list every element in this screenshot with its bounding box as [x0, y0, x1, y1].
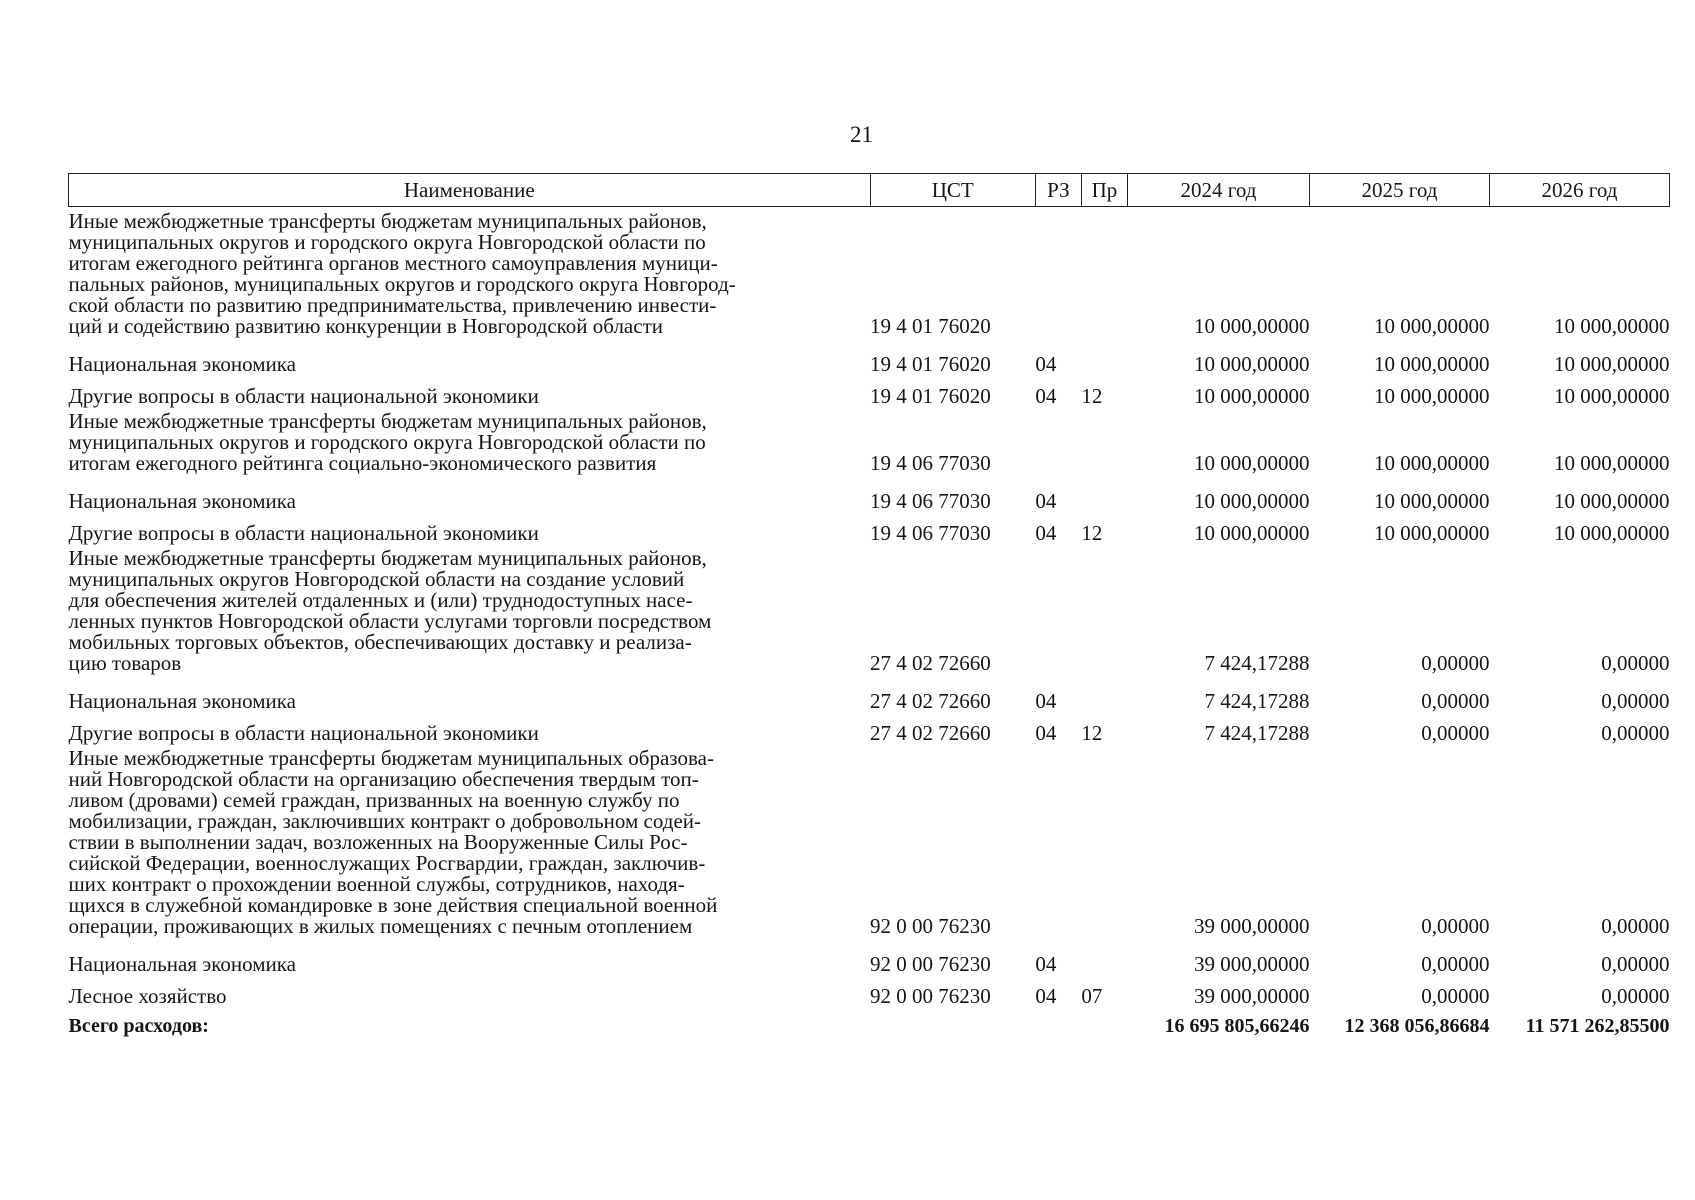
- row-name-line: муниципальных округов и городского округа Новгородской области по: [68, 230, 706, 254]
- row-pr: [1081, 544, 1127, 680]
- row-name-line: пальных районов, муниципальных округов и городского округа Новгород-: [68, 272, 736, 296]
- table-row: [69, 480, 1670, 512]
- row-name-line: Иные межбюджетные трансферты бюджетам муниципальных образова-: [68, 746, 714, 770]
- row-name-line: операции, проживающих в жилых помещениях с печным отоплением: [68, 914, 693, 938]
- row-value-2024: 7 424,17288: [1204, 689, 1310, 713]
- row-value-2025: 10 000,00000: [1373, 489, 1490, 513]
- row-value-2024: 10 000,00000: [1193, 314, 1310, 338]
- row-value-2026: 10 000,00000: [1554, 314, 1670, 338]
- row-value-2024: 10 000,00000: [1193, 352, 1310, 376]
- table-row: [69, 544, 1670, 680]
- budget-table: [68, 173, 1670, 1037]
- row-rz: 04: [1035, 952, 1057, 976]
- row-name-line: мобильных торговых объектов, обеспечивающих доставку и реализа-: [68, 630, 692, 654]
- row-name: [69, 407, 871, 480]
- row-name-line: Иные межбюджетные трансферты бюджетам муниципальных районов,: [68, 409, 707, 433]
- row-cst: 19 4 06 77030: [870, 521, 991, 545]
- row-name-line: ливом (дровами) семей граждан, призванных на военную службу по: [68, 788, 680, 812]
- table-row: [69, 512, 1670, 544]
- row-value-2026: 0,00000: [1601, 914, 1670, 938]
- row-name: [69, 207, 871, 344]
- row-name-line: Другие вопросы в области национальной экономики: [68, 521, 539, 545]
- row-value-2024: 10 000,00000: [1193, 521, 1310, 545]
- row-name-line: муниципальных округов и городского округа Новгородской области по: [68, 430, 706, 454]
- row-rz: [1035, 744, 1081, 943]
- row-value-2026: 10 000,00000: [1554, 384, 1670, 408]
- row-name: [69, 512, 871, 544]
- row-rz: 04: [1035, 384, 1057, 408]
- total-2025: 12 368 056,86684: [1344, 1015, 1490, 1037]
- row-name-line: ций и содействию развитию конкуренции в Новгородской области: [68, 314, 663, 338]
- row-value-2025: 10 000,00000: [1373, 352, 1490, 376]
- header-2026: 2026 год: [1489, 174, 1669, 207]
- row-cst: 27 4 02 72660: [870, 689, 991, 713]
- row-value-2024: 39 000,00000: [1193, 984, 1310, 1008]
- row-name-line: для обеспечения жителей отдаленных и (или) труднодоступных насе-: [68, 588, 693, 612]
- row-pr: [1081, 343, 1127, 375]
- table-row: [69, 712, 1670, 744]
- row-value-2024: 39 000,00000: [1193, 914, 1310, 938]
- row-value-2026: 10 000,00000: [1554, 521, 1670, 545]
- row-name-line: щихся в служебной командировке в зоне действия специальной военной: [68, 893, 718, 917]
- row-cst: 27 4 02 72660: [870, 651, 991, 675]
- row-value-2026: 0,00000: [1601, 952, 1670, 976]
- header-2025: 2025 год: [1309, 174, 1489, 207]
- row-cst: 19 4 01 76020: [870, 384, 991, 408]
- row-value-2026: 10 000,00000: [1554, 489, 1670, 513]
- row-pr: [1081, 943, 1127, 975]
- row-name-line: Иные межбюджетные трансферты бюджетам муниципальных районов,: [68, 546, 707, 570]
- table-row: [69, 943, 1670, 975]
- row-rz: 04: [1035, 721, 1057, 745]
- row-value-2025: 0,00000: [1421, 651, 1490, 675]
- row-pr: 12: [1081, 721, 1103, 745]
- row-value-2026: 10 000,00000: [1554, 451, 1670, 475]
- row-value-2026: 0,00000: [1601, 984, 1670, 1008]
- row-name-line: Другие вопросы в области национальной экономики: [68, 384, 539, 408]
- row-value-2024: 10 000,00000: [1193, 489, 1310, 513]
- row-cst: 92 0 00 76230: [870, 984, 991, 1008]
- row-pr: [1081, 680, 1127, 712]
- row-name-line: муниципальных округов Новгородской области на создание условий: [68, 567, 685, 591]
- row-name: [69, 544, 871, 680]
- row-pr: [1081, 480, 1127, 512]
- row-name-line: итогам ежегодного рейтинга органов местного самоуправления муници-: [68, 251, 718, 275]
- row-name: [69, 375, 871, 407]
- row-name: [69, 480, 871, 512]
- row-name-line: мобилизации, граждан, заключивших контракт о добровольном содей-: [68, 809, 701, 833]
- row-value-2025: 10 000,00000: [1373, 314, 1490, 338]
- row-name-line: Лесное хозяйство: [68, 984, 227, 1008]
- row-pr: 12: [1081, 384, 1103, 408]
- row-value-2025: 0,00000: [1421, 721, 1490, 745]
- row-name-line: ской области по развитию предпринимательства, привлечению инвести-: [68, 293, 717, 317]
- row-value-2026: 0,00000: [1601, 651, 1670, 675]
- row-name: [69, 975, 871, 1007]
- row-name-line: итогам ежегодного рейтинга социально-экономического развития: [68, 451, 657, 475]
- table-header: [69, 174, 1670, 207]
- table-row: [69, 975, 1670, 1007]
- row-pr: 12: [1081, 521, 1103, 545]
- row-name-line: Национальная экономика: [68, 489, 296, 513]
- row-rz: 04: [1035, 489, 1057, 513]
- row-rz: 04: [1035, 689, 1057, 713]
- page-number: 21: [850, 122, 873, 147]
- row-rz: [1035, 544, 1081, 680]
- table-row: [69, 375, 1670, 407]
- row-value-2024: 10 000,00000: [1193, 384, 1310, 408]
- row-value-2026: 0,00000: [1601, 689, 1670, 713]
- row-value-2025: 10 000,00000: [1373, 521, 1490, 545]
- row-value-2025: 10 000,00000: [1373, 451, 1490, 475]
- row-pr: [1081, 407, 1127, 480]
- row-name-line: Иные межбюджетные трансферты бюджетам муниципальных районов,: [68, 209, 707, 233]
- row-name-line: Национальная экономика: [68, 952, 296, 976]
- row-cst: 19 4 01 76020: [870, 314, 991, 338]
- row-name-line: Другие вопросы в области национальной экономики: [68, 721, 539, 745]
- row-name: [69, 343, 871, 375]
- table-row: [69, 207, 1670, 344]
- row-pr: [1081, 207, 1127, 344]
- row-cst: 19 4 06 77030: [870, 451, 991, 475]
- row-rz: [1035, 207, 1081, 344]
- row-value-2025: 0,00000: [1421, 914, 1490, 938]
- row-name-line: ствии в выполнении задач, возложенных на Вооруженные Силы Рос-: [68, 830, 688, 854]
- row-value-2025: 0,00000: [1421, 984, 1490, 1008]
- row-rz: 04: [1035, 521, 1057, 545]
- row-value-2026: 10 000,00000: [1554, 352, 1670, 376]
- row-name-line: ленных пунктов Новгородской области услугами торговли посредством: [68, 609, 712, 633]
- table-row: [69, 744, 1670, 943]
- row-name: [69, 712, 871, 744]
- row-rz: [1035, 407, 1081, 480]
- row-value-2026: 0,00000: [1601, 721, 1670, 745]
- row-cst: 92 0 00 76230: [870, 952, 991, 976]
- row-name-line: цию товаров: [68, 651, 182, 675]
- row-name: [69, 680, 871, 712]
- table-row: [69, 343, 1670, 375]
- table-row: [69, 680, 1670, 712]
- total-2026: 11 571 262,85500: [1525, 1015, 1670, 1037]
- header-rz: РЗ: [1035, 174, 1081, 207]
- row-value-2024: 7 424,17288: [1204, 651, 1310, 675]
- header-pr: Пр: [1081, 174, 1127, 207]
- row-name: [69, 943, 871, 975]
- total-2024: 16 695 805,66246: [1164, 1015, 1310, 1037]
- row-value-2025: 0,00000: [1421, 689, 1490, 713]
- row-rz: 04: [1035, 352, 1057, 376]
- total-label: Всего расходов:: [68, 1015, 209, 1037]
- row-cst: 19 4 01 76020: [870, 352, 991, 376]
- row-name: [69, 744, 871, 943]
- row-name-line: Национальная экономика: [68, 352, 296, 376]
- total-row: [69, 1007, 1670, 1037]
- row-cst: 27 4 02 72660: [870, 721, 991, 745]
- row-cst: 92 0 00 76230: [870, 914, 991, 938]
- header-2024: 2024 год: [1127, 174, 1309, 207]
- row-name-line: Национальная экономика: [68, 689, 296, 713]
- row-name-line: сийской Федерации, военнослужащих Росгвардии, граждан, заключив-: [68, 851, 706, 875]
- table-row: [69, 407, 1670, 480]
- header-cst: ЦСТ: [870, 174, 1035, 207]
- row-pr: 07: [1081, 984, 1103, 1008]
- table-body: [69, 207, 1670, 1008]
- row-pr: [1081, 744, 1127, 943]
- row-value-2024: 10 000,00000: [1193, 451, 1310, 475]
- row-value-2024: 7 424,17288: [1204, 721, 1310, 745]
- row-value-2025: 0,00000: [1421, 952, 1490, 976]
- row-name-line: ших контракт о прохождении военной службы, сотрудников, находя-: [68, 872, 685, 896]
- row-value-2025: 10 000,00000: [1373, 384, 1490, 408]
- row-cst: 19 4 06 77030: [870, 489, 991, 513]
- row-name-line: ний Новгородской области на организацию обеспечения твердым топ-: [68, 767, 699, 791]
- row-rz: 04: [1035, 984, 1057, 1008]
- header-name: Наименование: [69, 174, 871, 207]
- row-value-2024: 39 000,00000: [1193, 952, 1310, 976]
